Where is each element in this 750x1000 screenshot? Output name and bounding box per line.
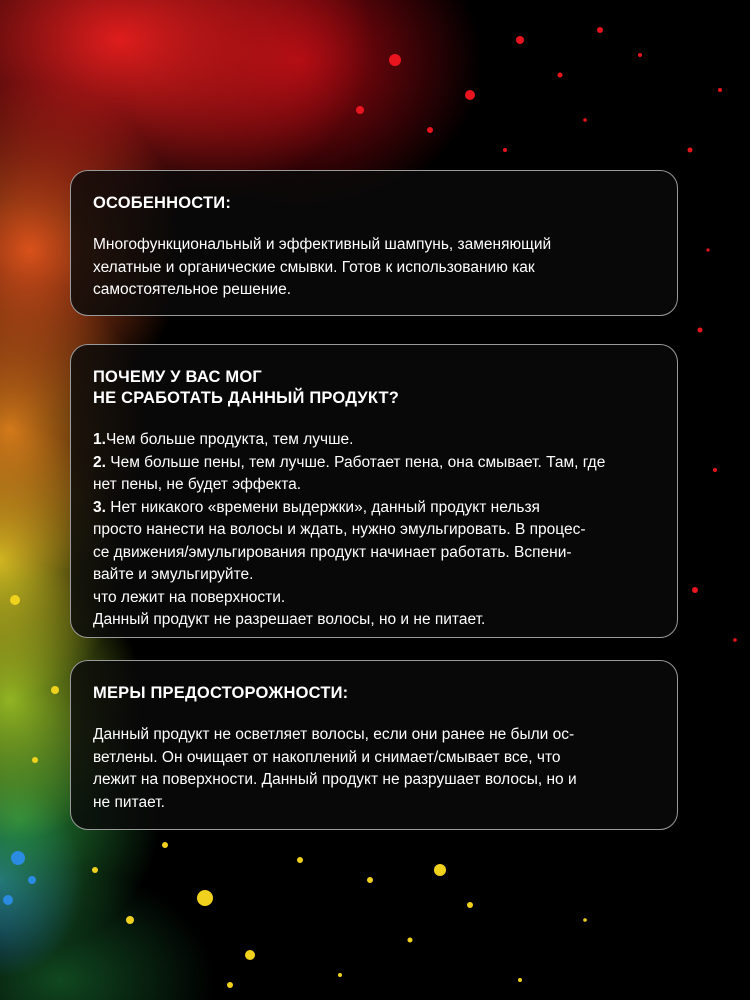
precautions-line: не питает. (93, 793, 165, 811)
precautions-title: МЕРЫ ПРЕДОСТОРОЖНОСТИ: (93, 684, 349, 702)
features-text (93, 234, 655, 302)
precautions-text (93, 724, 655, 814)
reason-text: Данный продукт не разрешает волосы, но и не питает. (93, 611, 486, 628)
why-not-work-card (70, 344, 678, 638)
precautions-card (70, 660, 678, 830)
reason-number: 2. (93, 453, 106, 471)
reason-text: что лежит на поверхности. (93, 588, 286, 606)
why-not-work-title (93, 367, 655, 409)
reason-item-3 (93, 497, 655, 632)
features-line: хелатные и органические смывки. Готов к использованию как (93, 258, 535, 276)
reason-number: 1. (93, 431, 106, 448)
features-line: Многофункциональный и эффективный шампунь, заменяющий (93, 236, 552, 253)
reason-text: Чем больше пены, тем лучше. Работает пена, она смывает. Там, где (105, 453, 606, 471)
reason-item-2 (93, 452, 655, 497)
title-line: НЕ СРАБОТАТЬ ДАННЫЙ ПРОДУКТ? (93, 389, 400, 407)
features-card (70, 170, 678, 316)
title-line: ПОЧЕМУ У ВАС МОГ (93, 368, 262, 386)
reason-text: Нет никакого «времени выдержки», данный продукт нельзя (105, 498, 540, 516)
reason-text: Чем больше продукта, тем лучше. (105, 431, 354, 448)
features-line: самостоятельное решение. (93, 281, 292, 298)
reason-text: вайте и эмульгируйте. (93, 566, 254, 583)
reason-item-1 (93, 429, 655, 452)
features-title: ОСОБЕННОСТИ: (93, 194, 232, 212)
reasons-list (93, 429, 655, 632)
reason-text: просто нанести на волосы и ждать, нужно эмульгировать. В процес- (93, 521, 586, 538)
reason-number: 3. (93, 498, 106, 516)
reason-text: нет пены, не будет эффекта. (93, 476, 302, 493)
reason-text: се движения/эмульгирования продукт начинает работать. Вспени- (93, 543, 572, 561)
precautions-line: лежит на поверхности. Данный продукт не разрушает волосы, но и (93, 771, 577, 788)
precautions-line: Данный продукт не осветляет волосы, если они ранее не были ос- (93, 726, 575, 743)
precautions-line: ветлены. Он очищает от накоплений и снимает/смывает все, что (93, 748, 561, 766)
